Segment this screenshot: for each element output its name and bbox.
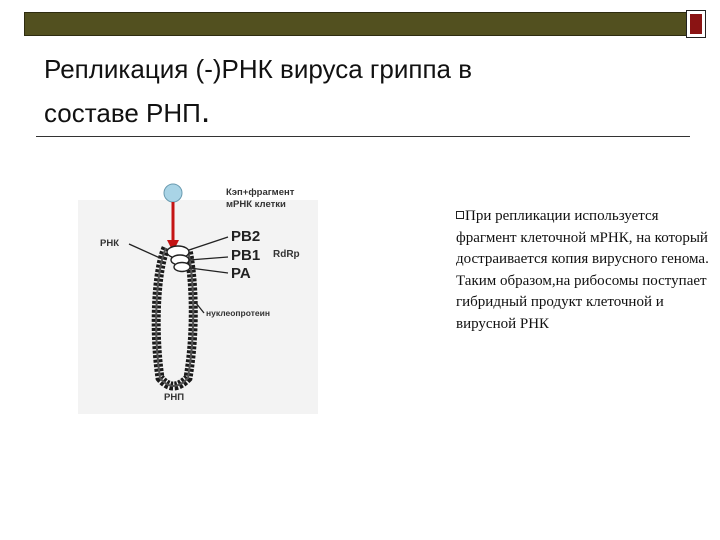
label-nucleoprotein: нуклеопротеин xyxy=(206,308,270,318)
label-pa: PA xyxy=(231,265,251,282)
label-rnp: РНП xyxy=(164,392,185,403)
label-pb1: PB1 xyxy=(231,247,261,264)
title-line-1: Репликация (-)РНК вируса гриппа в xyxy=(44,54,473,84)
title-divider xyxy=(36,136,690,137)
label-cap-2: мРНК клетки xyxy=(226,199,286,210)
slide-corner-marker xyxy=(686,10,706,38)
title-period: . xyxy=(200,92,211,130)
bullet-square-icon xyxy=(456,211,464,219)
label-rdrp: RdRp xyxy=(273,249,300,260)
label-cap: Кэп+фрагмент xyxy=(226,187,295,198)
slide-title xyxy=(44,48,644,134)
rnp-diagram-svg xyxy=(78,180,323,418)
title-line-2: составе РНП xyxy=(44,98,201,128)
rnp-diagram xyxy=(78,180,323,418)
cap-ball xyxy=(164,184,182,202)
description-paragraph: При репликации используется фрагмент клеточной мРНК, на который достраивается копия вирусного генома. Таким образом,на рибосомы поступает гибридный продукт клеточной и вирусной РНК xyxy=(456,208,709,332)
description-block xyxy=(456,206,714,335)
pa-subunit xyxy=(174,263,190,272)
label-rnk: РНК xyxy=(100,238,119,249)
label-pb2: PB2 xyxy=(231,228,261,245)
corner-marker-fill xyxy=(690,14,702,34)
diagram-background xyxy=(78,200,318,414)
slide-top-bar xyxy=(24,12,688,36)
